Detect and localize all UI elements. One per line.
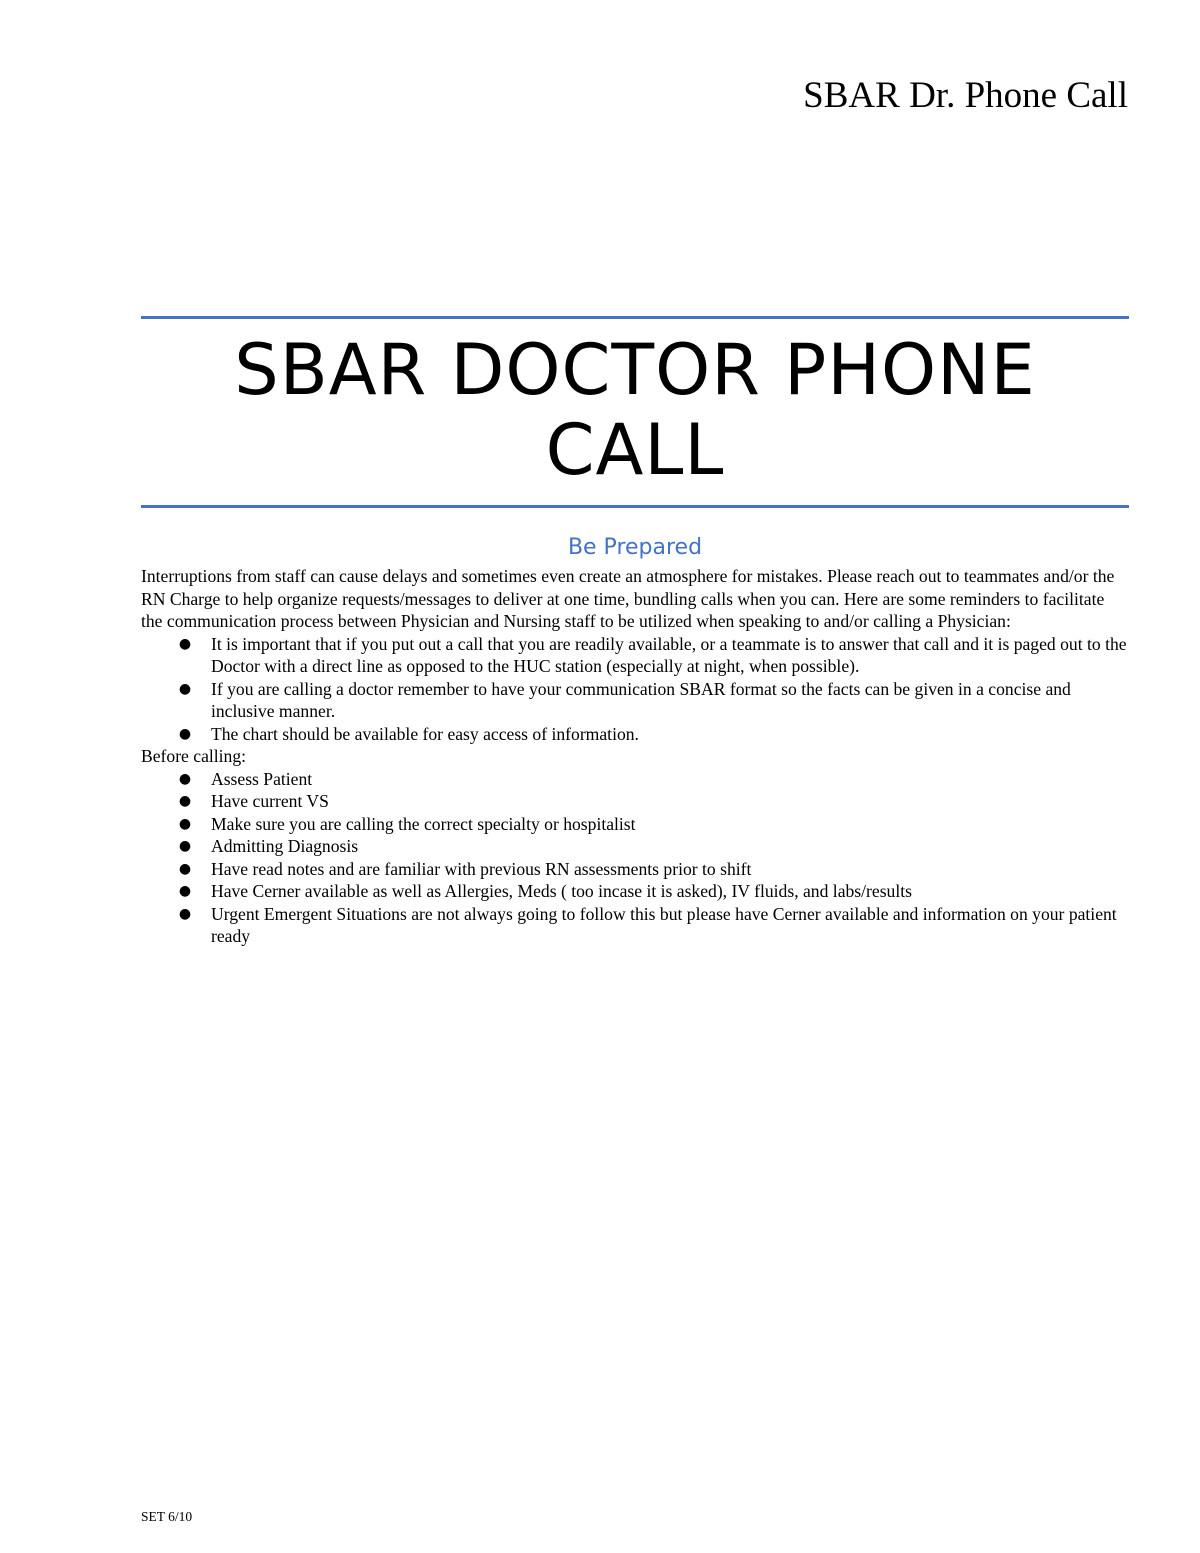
list-item bbox=[141, 858, 1129, 881]
list-item bbox=[141, 903, 1129, 948]
bullet-icon: ● bbox=[178, 815, 192, 832]
bullet-icon: ● bbox=[178, 838, 192, 854]
list-item-text: Have read notes and are familiar with previous RN assessments prior to shift bbox=[211, 858, 752, 879]
list-item bbox=[141, 678, 1129, 723]
document-title-line-2: CALL bbox=[545, 409, 725, 491]
list-item bbox=[141, 790, 1129, 813]
list-item-text: Assess Patient bbox=[211, 768, 313, 789]
bullet-icon: ● bbox=[178, 725, 192, 742]
list-item-text: Have current VS bbox=[211, 791, 329, 811]
list-item bbox=[141, 633, 1129, 678]
bullet-icon: ● bbox=[178, 905, 192, 922]
before-calling-label: Before calling: bbox=[141, 746, 247, 766]
list-item-text: Have Cerner available as well as Allergies, Meds ( too incase it is asked), IV fluids, and labs/results bbox=[211, 881, 912, 901]
list-item bbox=[141, 835, 1129, 858]
list-item-text: It is important that if you put out a call that you are readily available, or a teammate is to answer that call and it is paged out to the Doctor with a direct line as opposed to the HUC station (especially at night, when possible). bbox=[211, 633, 1127, 676]
intro-paragraph: Interruptions from staff can cause delays and sometimes even create an atmosphere for mistakes. Please reach out to teammates and/or the RN Charge to help organize requests/messages to deliver at one time, bundling calls when you can. Here are some reminders to facilitate the communication process between Physician and Nursing staff to be utilized when speaking to and/or calling a Physician: bbox=[141, 566, 1115, 631]
bullet-icon: ● bbox=[178, 793, 192, 809]
title-top-rule bbox=[141, 316, 1129, 319]
list-item-text: Admitting Diagnosis bbox=[211, 836, 359, 856]
title-bottom-rule bbox=[141, 505, 1129, 508]
section-heading-be-prepared: Be Prepared bbox=[567, 535, 703, 560]
header-title: SBAR Dr. Phone Call bbox=[803, 75, 1128, 116]
bullet-icon: ● bbox=[178, 883, 192, 899]
list-item bbox=[141, 880, 1129, 903]
bullet-icon: ● bbox=[178, 770, 192, 787]
document-title-line-1: SBAR DOCTOR PHONE bbox=[234, 329, 1036, 411]
list-item-text: Urgent Emergent Situations are not always going to follow this but please have Cerner available and information on your patient ready bbox=[211, 903, 1117, 946]
bullet-icon: ● bbox=[178, 635, 192, 652]
reminders-list bbox=[141, 633, 1129, 746]
document-title bbox=[141, 330, 1129, 490]
list-item-text: Make sure you are calling the correct specialty or hospitalist bbox=[211, 813, 636, 834]
bullet-icon: ● bbox=[178, 680, 192, 697]
before-calling-list bbox=[141, 768, 1129, 948]
list-item bbox=[141, 723, 1129, 746]
list-item bbox=[141, 768, 1129, 791]
list-item-text: If you are calling a doctor remember to have your communication SBAR format so the facts can be given in a concise and inclusive manner. bbox=[211, 678, 1071, 721]
bullet-icon: ● bbox=[178, 860, 192, 877]
document-body bbox=[141, 565, 1129, 948]
list-item-text: The chart should be available for easy access of information. bbox=[211, 723, 639, 744]
list-item bbox=[141, 813, 1129, 836]
footer-text: SET 6/10 bbox=[141, 1509, 193, 1524]
